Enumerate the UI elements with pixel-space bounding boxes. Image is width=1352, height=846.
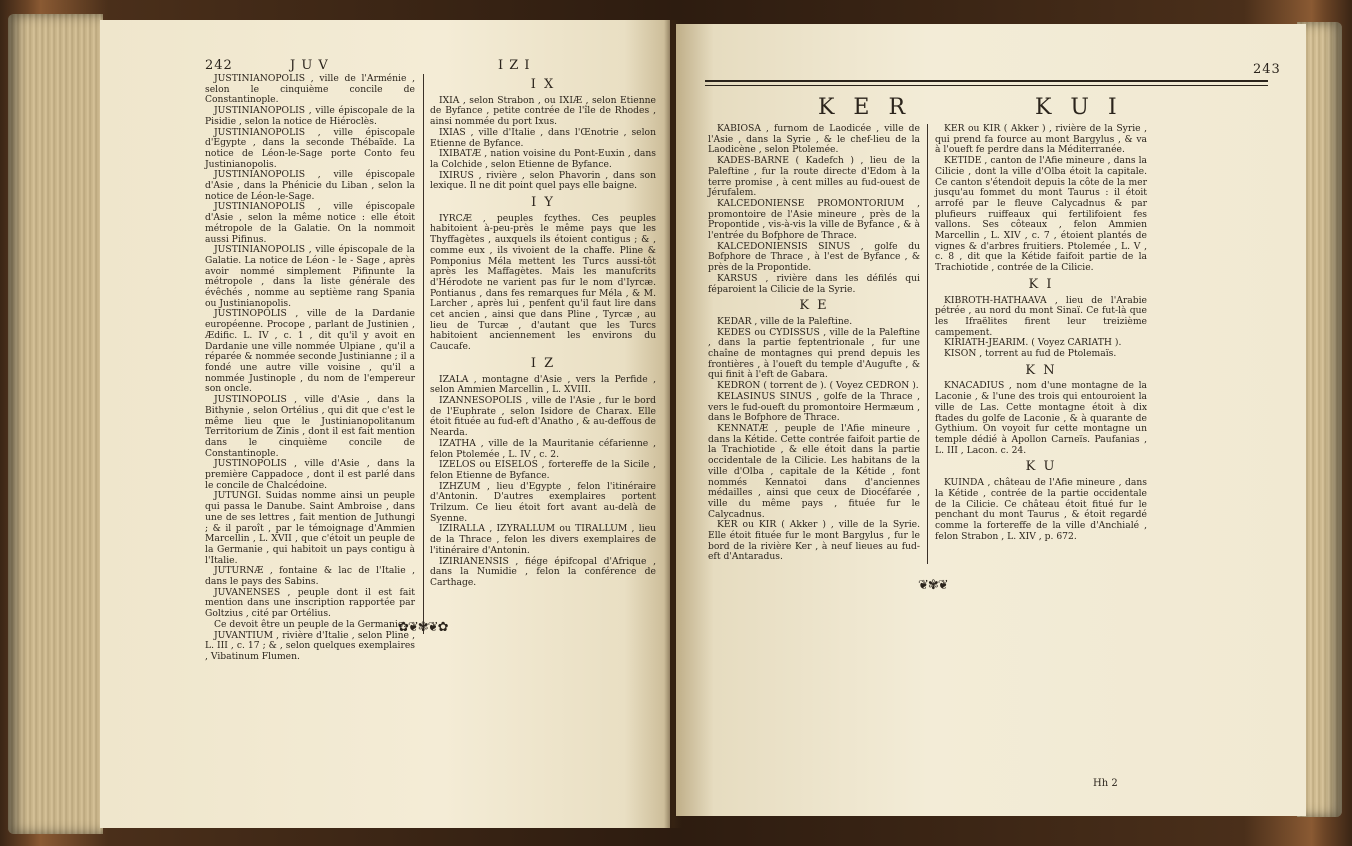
section-heading: K N (1025, 362, 1057, 378)
right-page-number: 243 (1253, 62, 1281, 77)
dictionary-entry: KIBROTH-HATHAAVA , lieu de l'Arabie pétrée , au nord du mont Sinaï. Ce fut-là que les Ifraëlites firent leur treizième campement. (935, 294, 1147, 338)
header-rule (705, 80, 1268, 82)
left-running-head-juv: J U V (290, 58, 329, 73)
dictionary-entry: IZHZUM , lieu d'Egypte , felon l'itinéraire d'Antonin. D'autres exemplaires portent Trilzum. Ce lieu étoit fort avant au-delà de Syenne. (430, 480, 656, 524)
dictionary-entry: IZATHA , ville de la Mauritanie céfarienne , felon Ptolemée , L. IV , c. 2. (430, 437, 656, 460)
dictionary-entry: JUSTINOPOLIS , ville de la Dardanie européenne. Procope , parlant de Justinien , Ædific. L. IV , c. 1 , dit qu'il y avoit en Dardanie une ville nommée Ulpiane , qu'il a réparée & nommée seconde Justinianne ; il a fondé une autre ville voisine , qu'il a nommée Justinople , du nom de l'empereur son oncle. (205, 308, 415, 395)
fleuron-ornament: ✿❦✾❦✿ (398, 620, 448, 635)
left-column-2 (430, 74, 656, 589)
section-heading: I X (530, 77, 556, 92)
dictionary-entry: JUSTINIANOPOLIS , ville épiscopale de la Pisidie , selon la notice de Hiéroclès. (205, 105, 415, 127)
dictionary-entry: JUSTINIANOPOLIS , ville épiscopale d'Egypte , dans la seconde Thébaïde. La notice de Léon-le-Sage porte Conto feu Justinianopolis. (205, 126, 415, 170)
dictionary-entry: IXIRUS , rivière , selon Phavorin , dans son lexique. Il ne dit point quel pays elle baigne. (430, 169, 656, 192)
dictionary-entry: JUVANTIUM , rivière d'Italie , selon Pline , L. III , c. 17 ; & , selon quelques exemplaires , Vibatinum Flumen. (205, 629, 415, 662)
dictionary-entry: KETIDE , canton de l'Afie mineure , dans la Cilicie , dont la ville d'Olba étoit la capitale. Ce canton s'étendoit depuis la côte de la mer jusqu'au fommet du mont Taurus : il étoit arrofé par le fleuve Calycadnus & par plufieurs ruiffeaux qui fertilifoient fes vallons. Ses côteaux , felon Ammien Marcellin , L. XIV , c. 7 , étoient plantés de vignes & d'arbres fruitiers. Ptolemée , L. V , c. 8 , dit que la Kétide faifoit partie de la Trachiotide , contrée de la Cilicie. (935, 155, 1147, 274)
dictionary-entry: KENNATÆ , peuple de l'Afie mineure , dans la Kétide. Cette contrée faifoit partie de la Trachiotide , & elle étoit dans la partie occidentale de la Cilicie. Les habitans de la ville d'Olba , capitale de la Kétide , font nommés Kennatoi dans d'anciennes médailles , ainsi que ceux de Diocéfarée , ville du même pays , fituée fur le Calycadnus. (708, 422, 920, 520)
dictionary-entry: JUSTINOPOLIS , ville d'Asie , dans la Bithynie , selon Ortélius , qui dit que c'est le même lieu que le Justinianopolitanum Territorium de Zinis , dont il est fait mention dans le cinquième concile de Constantinople. (205, 394, 415, 459)
header-rule-thin (705, 85, 1268, 86)
dictionary-entry: KER ou KIR ( Akker ) , ville de la Syrie. Elle étoit fituée fur le mont Bargylus , fur le bord de la rivière Ker , à neuf lieues au fud-eft d'Antaradus. (708, 519, 920, 563)
section-heading: K I (1028, 276, 1054, 292)
right-big-head-ker: K E R (818, 95, 912, 120)
left-column-1 (205, 74, 415, 663)
dictionary-entry: IXIAS , ville d'Italie , dans l'Œnotrie , selon Etienne de Byfance. (430, 126, 656, 149)
section-heading: I Y (531, 195, 555, 211)
dictionary-entry: KUINDA , château de l'Afie mineure , dans la Kétide , contrée de la partie occidentale de la Cilicie. Ce château étoit fitué fur le penchant du mont Taurus , & étoit regardé comme la fortereffe de la ville d'Anchialé , felon Strabon , L. XIV , p. 672. (935, 477, 1147, 542)
section-heading: K U (1025, 459, 1057, 475)
dictionary-entry: Ce devoit être un peuple de la Germanie. (214, 618, 407, 630)
dictionary-entry: IZIRALLA , IZYRALLUM ou TIRALLUM , lieu de la Thrace , felon les divers exemplaires de l'itinéraire d'Antonin. (430, 523, 656, 556)
dictionary-entry: JUSTINIANOPOLIS , ville épiscopale d'Asie , selon la même notice : elle étoit métropole de la Galatie. On la nommoit aussi Pifinus. (205, 201, 415, 245)
dictionary-entry: JUSTINIANOPOLIS , ville de l'Arménie , selon le cinquième concile de Constantinople. (205, 73, 415, 106)
dictionary-entry: KEDAR , ville de la Paleftine. (717, 315, 853, 327)
section-heading: I Z (530, 355, 556, 371)
dictionary-entry: IXIA , selon Strabon , ou IXIÆ , selon Etienne de Byfance , petite contrée de l'île de Rhodes , ainsi nommée du port Ixus. (430, 94, 656, 128)
dictionary-entry: KNACADIUS , nom d'une montagne de la Laconie , & l'une des trois qui entouroient la ville de Las. Cette montagne étoit à dix ftades du golfe de Laconie , & à quarante de Gythium. On voyoit fur cette montagne un temple dédié à Apollon Carneïs. Paufanias , L. III , Lacon. c. 24. (935, 380, 1147, 456)
dictionary-entry: KER ou KIR ( Akker ) , rivière de la Syrie , qui prend fa fource au mont Bargylus , & va à l'oueft fe perdre dans la Méditerranée. (935, 123, 1147, 156)
dictionary-entry: KELASINUS SINUS , golfe de la Thrace , vers le fud-oueft du promontoire Hermæum , dans le Bofphore de Thrace. (708, 390, 920, 424)
dictionary-entry: KIRIATH-JEARIM. ( Voyez CARIATH ). (944, 337, 1122, 349)
signature-mark: Hh 2 (1093, 778, 1118, 789)
dictionary-entry: IZALA , montagne d'Asie , vers la Perfide , selon Ammien Marcellin , L. XVIII. (430, 373, 656, 396)
dictionary-entry: JUTURNÆ , fontaine & lac de l'Italie , dans le pays des Sabins. (205, 565, 415, 588)
dictionary-entry: KALCEDONIENSE PROMONTORIUM , promontoire de l'Asie mineure , près de la Propontide , vis-à-vis la ville de Byfance , & à l'entrée du Bofphore de Thrace. (708, 197, 920, 242)
dictionary-entry: KEDRON ( torrent de ). ( Voyez CEDRON ). (717, 380, 919, 392)
dictionary-entry: IZANNESOPOLIS , ville de l'Asie , fur le bord de l'Euphrate , selon Isidore de Charax. Elle étoit fituée au fud-eft d'Anatho , & au-deffous de Nearda. (430, 394, 656, 439)
dictionary-entry: IZELOS ou EISELOS , fortereffe de la Sicile , felon Etienne de Byfance. (430, 459, 656, 481)
dictionary-entry: IZIRIANENSIS , fiége épifcopal d'Afrique , dans la Numidie , felon la conférence de Carthage. (430, 555, 656, 588)
right-fleuron-ornament: ❦✾❦ (918, 578, 948, 593)
dictionary-entry: JUSTINIANOPOLIS , ville épiscopale d'Asie , dans la Phénicie du Liban , selon la notice de Léon-le-Sage. (205, 169, 415, 202)
dictionary-entry: JUVANENSES , peuple dont il est fait mention dans une inscription rapportée par Goltzius , cité par Ortélius. (205, 586, 415, 620)
dictionary-entry: KISON , torrent au fud de Ptolemaïs. (944, 348, 1117, 360)
dictionary-entry: KABIOSA , furnom de Laodicée , ville de l'Asie , dans la Syrie , & le chef-lieu de la Laodicène , selon Ptolemée. (708, 123, 920, 156)
dictionary-entry: KALCEDONIENSIS SINUS , golfe du Bofphore de Thrace , à l'est de Byfance , & près de la Propontide. (708, 240, 920, 274)
column-divider (423, 74, 424, 634)
right-column-divider (927, 124, 928, 564)
dictionary-entry: JUSTINIANOPOLIS , ville épiscopale de la Galatie. La notice de Léon - le - Sage , après avoir nommé simplement Pifinunte la métropole , dans la liste générale des évêchés , nomme au septième rang Spania ou Justinianopolis. (205, 244, 415, 309)
dictionary-entry: JUTUNGI. Suidas nomme ainsi un peuple qui passa le Danube. Saint Ambroise , dans une de ses lettres , fait mention de Juthungi ; & il paroît , par le témoignage d'Ammien Marcellin , L. XVII , que c'étoit un peuple de la Germanie , qui habitoit un pays contigu à l'Italie. (205, 490, 415, 566)
left-page-number: 242 (205, 58, 233, 73)
dictionary-entry: JUSTINOPOLIS , ville d'Asie , dans la première Cappadoce , dont il est parlé dans le concile de Chalcédoine. (205, 458, 415, 491)
dictionary-entry: IYRCÆ , peuples fcythes. Ces peuples habitoient à-peu-près le même pays que les Thyffagètes , auxquels ils étoient contigus ; & , comme eux , ils vivoient de la chaffe. Pline & Pomponius Méla mettent les Turcs aussi-tôt après les Maffagètes. Mais les manufcrits d'Hérodote ne varient pas fur le nom d'Iyrcæ. Pontianus , dans fes remarques fur Méla , & M. Larcher , après lui , penfent qu'il faut lire dans cet ancien , ainsi que dans Pline , Tyrcæ , au lieu de Turcæ , d'autant que les Turcs habitoient anciennement les environs du Caucafe. (430, 212, 656, 353)
right-big-head-kui: K U I (1035, 95, 1123, 120)
left-running-head-izi: I Z I (498, 58, 531, 73)
dictionary-entry: KARSUS , rivière dans les défilés qui féparoient la Cilicie de la Syrie. (708, 272, 920, 295)
left-page-edges (8, 14, 103, 834)
dictionary-entry: IXIBATÆ , nation voisine du Pont-Euxin , dans la Colchide , selon Etienne de Byfance. (430, 148, 656, 170)
dictionary-entry: KADES-BARNE ( Kadefch ) , lieu de la Paleftine , fur la route directe d'Edom à la terre promise , à cent milles au fud-ouest de Jérufalem. (708, 155, 920, 199)
right-column-2 (935, 124, 1147, 542)
right-column-1 (708, 124, 920, 563)
section-heading: K E (799, 298, 829, 314)
dictionary-entry: KEDES ou CYDISSUS , ville de la Paleftine , dans la partie feptentrionale , fur une chaîne de montagnes qui prend depuis les frontières , à l'oueft du temple d'Augufte , & qui finit à l'eft de Gabara. (708, 326, 920, 381)
